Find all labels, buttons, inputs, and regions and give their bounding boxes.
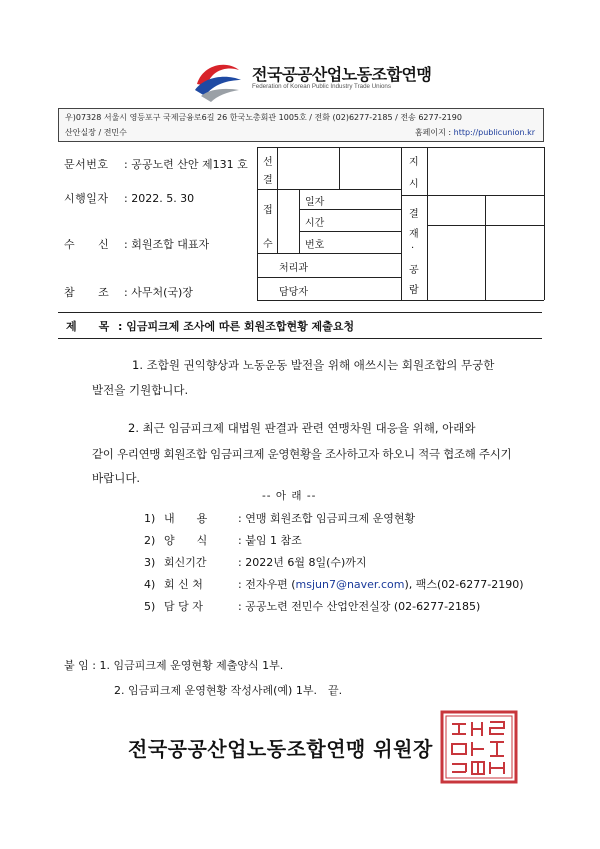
item-number: 1)	[144, 512, 156, 525]
item-value: : 붙임 1 참조	[238, 534, 302, 547]
union-logo	[193, 56, 243, 102]
item-value-prefix: : 전자우편 (	[238, 578, 296, 591]
recipient-label: 수 신	[64, 238, 110, 251]
attachment-2: 2. 임금피크제 운영현황 작성사례(예) 1부. 끝.	[114, 684, 343, 697]
item-number: 3)	[144, 556, 156, 569]
paragraph-1-line-2: 발전을 기원합니다.	[92, 383, 189, 397]
paragraph-2-line-1: 2. 최근 임금피크제 대법원 판결과 관련 연맹차원 대응을 위해, 아래와	[128, 421, 476, 435]
issue-date	[64, 190, 194, 206]
item-reply-period	[144, 554, 367, 570]
approval-grid	[257, 147, 544, 300]
grid-label-gong: 공	[409, 265, 419, 276]
item-value: : 공공노련 전민수 산업안전실장 (02-6277-2185)	[238, 600, 481, 613]
homepage-link[interactable]: http://publicunion.kr	[453, 128, 535, 137]
below-marker: -- 아 래 --	[262, 490, 317, 502]
item-value: : 연맹 회원조합 임금피크제 운영현황	[238, 512, 416, 525]
issue-date-label: 시행일자	[64, 192, 109, 205]
item-value: : 2022년 6월 8일(수)까지	[238, 556, 367, 569]
issue-date-value: : 2022. 5. 30	[124, 192, 195, 205]
item-number: 4)	[144, 578, 156, 591]
address-line: 우)07328 서울시 영등포구 국제금융로6길 26 한국노총회관 1005호 / 전화 (02)6277-2185 / 전송 6277-2190	[65, 113, 462, 122]
recipient	[64, 236, 209, 252]
item-number: 5)	[144, 600, 156, 613]
grid-label-si: 시	[409, 179, 419, 190]
item-number: 2)	[144, 534, 156, 547]
grid-label-damdangja: 담당자	[279, 287, 308, 298]
grid-label-seon: 선	[263, 157, 273, 168]
reference	[64, 284, 193, 300]
doc-number	[64, 156, 248, 172]
doc-number-value: : 공공노련 산안 제131 호	[124, 158, 248, 171]
paragraph-2-line-3: 바랍니다.	[92, 471, 141, 485]
grid-label-ilja: 일자	[305, 197, 325, 208]
paragraph-2-line-2: 같이 우리연맹 회원조합 임금피크제 운영현황을 조사하고자 하오니 적극 협조해 주시기	[92, 447, 512, 461]
item-label: 담 당 자	[164, 600, 203, 613]
grid-label-ji: 지	[409, 157, 419, 168]
address-box	[58, 108, 544, 142]
official-seal	[440, 710, 518, 784]
grid-label-ram: 람	[409, 285, 419, 296]
org-name-english: Federation of Korean Public Industry Trade Unions	[252, 83, 391, 90]
subject-label: 제 목	[66, 320, 110, 333]
grid-label-jeop: 접	[263, 205, 273, 216]
contact-person: 산안실장 / 전민수	[65, 128, 127, 137]
item-form	[144, 532, 302, 548]
item-content	[144, 510, 415, 526]
grid-label-gyeol2: 결	[409, 209, 419, 220]
homepage-label: 홈페이지 :	[414, 128, 454, 137]
attachment-item: 1. 임금피크제 운영현황 제출양식 1부.	[99, 659, 284, 672]
item-label: 내 용	[164, 512, 208, 525]
item-reply-to	[144, 576, 523, 592]
grid-label-sigan: 시간	[305, 218, 325, 229]
paragraph-1-line-1: 1. 조합원 권익향상과 노동운동 발전을 위해 애쓰시는 회원조합의 무궁한	[132, 358, 495, 372]
item-contact	[144, 598, 480, 614]
grid-label-beonho: 번호	[305, 240, 325, 251]
homepage	[415, 127, 535, 138]
subject-rule-top	[58, 312, 542, 313]
grid-label-dot: ·	[411, 243, 415, 254]
item-label: 회신기간	[164, 556, 207, 569]
reference-value: : 사무처(국)장	[124, 286, 193, 299]
item-label: 회 신 처	[164, 578, 203, 591]
signature: 전국공공산업노동조합연맹 위원장	[128, 737, 433, 761]
subject-rule-bottom	[58, 338, 542, 339]
grid-label-gyeol: 결	[263, 175, 273, 186]
grid-label-cheorigwa: 처리과	[279, 263, 308, 274]
reference-label: 참 조	[64, 286, 110, 299]
doc-number-label: 문서번호	[64, 158, 109, 171]
email-link[interactable]: msjun7@naver.com	[295, 578, 405, 591]
grid-label-jae: 재	[409, 229, 419, 240]
attachment-label: 붙 임 :	[64, 659, 96, 672]
subject-text: : 임금피크제 조사에 따른 회원조합현황 제출요청	[118, 320, 355, 333]
attachment-1	[64, 657, 283, 673]
recipient-value: : 회원조합 대표자	[124, 238, 210, 251]
org-name-korean: 전국공공산업노동조합연맹	[252, 65, 432, 84]
item-value-suffix: ), 팩스(02-6277-2190)	[404, 578, 524, 591]
grid-label-su: 수	[263, 239, 273, 250]
item-label: 양 식	[164, 534, 208, 547]
